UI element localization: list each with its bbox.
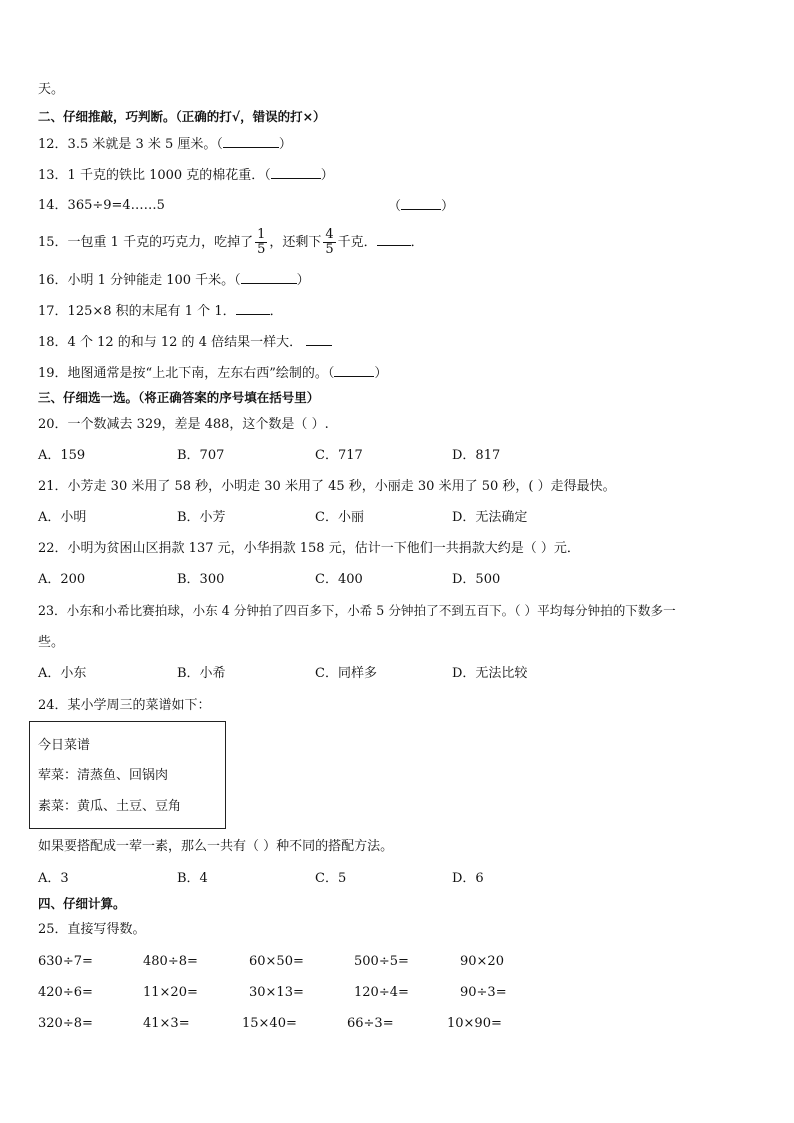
question-13 (38, 166, 334, 185)
fraction-one-fifth (255, 228, 267, 257)
fraction-four-fifths (323, 228, 335, 257)
question-13-close: ） (320, 168, 334, 183)
question-12-close: ） (278, 137, 292, 152)
question-14-text: 14．365÷9=4……5 (38, 198, 165, 213)
question-13-text: 13．1 千克的铁比 1000 克的棉花重．（ (38, 168, 271, 183)
option-22-c[interactable]: C．400 (315, 572, 363, 587)
question-15-text-c: 千克． (337, 235, 377, 250)
question-16 (38, 271, 310, 290)
option-24-b[interactable]: B．4 (177, 871, 208, 886)
fraction-1-numerator: 1 (257, 227, 266, 242)
calc-r2-c4: 120÷4= (354, 985, 409, 1000)
question-22: 22．小明为贫困山区捐款 137 元，小华捐款 158 元，估计一下他们一共捐款大约是（ ）元． (38, 541, 580, 556)
question-16-close: ） (296, 273, 310, 288)
question-14-open: （ (388, 199, 402, 214)
question-12 (38, 135, 292, 154)
option-20-c[interactable]: C．717 (315, 448, 363, 463)
calc-r3-c2: 41×3= (143, 1016, 190, 1031)
option-20-a[interactable]: A．159 (38, 448, 86, 463)
option-21-a[interactable]: A．小明 (38, 510, 87, 525)
calc-r3-c3: 15×40= (242, 1016, 297, 1031)
question-14 (38, 197, 165, 215)
calc-r3-c5: 10×90= (447, 1016, 502, 1031)
question-19 (38, 364, 387, 383)
question-15-text-b: ，还剩下 (269, 235, 322, 250)
top-fragment: 天。 (38, 82, 65, 97)
option-23-d[interactable]: D．无法比较 (452, 666, 528, 681)
answer-blank-16[interactable] (241, 271, 297, 284)
answer-blank-15[interactable] (377, 233, 411, 246)
question-14-answer (388, 197, 454, 216)
question-17-end: ． (269, 304, 283, 319)
option-22-a[interactable]: A．200 (38, 572, 86, 587)
menu-vegetable-dishes: 素菜：黄瓜、土豆、豆角 (38, 799, 182, 814)
calc-r1-c5: 90×20 (460, 954, 504, 969)
calc-r1-c4: 500÷5= (354, 954, 409, 969)
option-22-b[interactable]: B．300 (177, 572, 225, 587)
question-12-text: 12．3.5 米就是 3 米 5 厘米。（ (38, 137, 223, 152)
answer-blank-17[interactable] (236, 302, 270, 315)
section-3-title: 三、仔细选一选。（将正确答案的序号填在括号里） (38, 390, 320, 405)
question-20: 20．一个数减去 329，差是 488，这个数是（ ）. (38, 417, 329, 432)
question-23-line-2: 些。 (38, 635, 65, 650)
answer-blank-19[interactable] (334, 364, 374, 377)
section-2-title: 二、仔细推敲，巧判断。（正确的打√，错误的打×） (38, 109, 326, 124)
section-4-title: 四、仔细计算。 (38, 896, 126, 911)
option-21-c[interactable]: C．小丽 (315, 510, 364, 525)
question-23-line-1: 23．小东和小希比赛拍球，小东 4 分钟拍了四百多下，小希 5 分钟拍了不到五百下。（ ）平均每分钟拍的下数多一 (38, 603, 676, 618)
question-24-ask: 如果要搭配成一荤一素，那么一共有（ ）种不同的搭配方法。 (38, 839, 394, 854)
option-21-b[interactable]: B．小芳 (177, 510, 226, 525)
question-15 (38, 228, 424, 258)
fraction-2-numerator: 4 (325, 227, 334, 242)
question-24: 24．某小学周三的菜谱如下： (38, 698, 211, 713)
option-22-d[interactable]: D．500 (452, 572, 501, 587)
menu-box (29, 721, 226, 829)
answer-blank-12[interactable] (223, 135, 279, 148)
question-17-text: 17．125×8 积的末尾有 1 个 1． (38, 304, 236, 319)
option-24-c[interactable]: C．5 (315, 871, 347, 886)
calc-r1-c1: 630÷7= (38, 954, 93, 969)
fraction-2-denominator: 5 (325, 242, 334, 257)
option-24-d[interactable]: D．6 (452, 871, 484, 886)
question-15-text-a: 15．一包重 1 千克的巧克力，吃掉了 (38, 235, 254, 250)
calc-r1-c3: 60×50= (249, 954, 304, 969)
option-24-a[interactable]: A．3 (38, 871, 69, 886)
calc-r2-c2: 11×20= (143, 985, 198, 1000)
answer-blank-13[interactable] (271, 166, 321, 179)
option-21-d[interactable]: D．无法确定 (452, 510, 528, 525)
option-23-a[interactable]: A．小东 (38, 666, 87, 681)
question-18 (38, 333, 332, 352)
fraction-1-denominator: 5 (257, 242, 266, 257)
option-20-b[interactable]: B．707 (177, 448, 225, 463)
option-23-c[interactable]: C．同样多 (315, 666, 377, 681)
question-16-text: 16．小明 1 分钟能走 100 千米。（ (38, 273, 241, 288)
answer-blank-14[interactable] (401, 197, 441, 210)
question-19-close: ） (374, 366, 388, 381)
menu-meat-dishes: 荤菜：清蒸鱼、回锅肉 (38, 768, 169, 783)
question-15-end: ． (410, 235, 424, 250)
question-25: 25．直接写得数。 (38, 922, 146, 937)
calc-r2-c1: 420÷6= (38, 985, 93, 1000)
calc-r2-c3: 30×13= (249, 985, 304, 1000)
calc-r3-c4: 66÷3= (347, 1016, 394, 1031)
question-18-text: 18．4 个 12 的和与 12 的 4 倍结果一样大． (38, 335, 303, 350)
calc-r2-c5: 90÷3= (460, 985, 507, 1000)
option-23-b[interactable]: B．小希 (177, 666, 226, 681)
question-14-close: ） (441, 199, 455, 214)
question-21: 21．小芳走 30 米用了 58 秒，小明走 30 米用了 45 秒，小丽走 30 米用了 50 秒，( ）走得最快。 (38, 479, 616, 494)
menu-title: 今日菜谱 (38, 738, 91, 753)
calc-r3-c1: 320÷8= (38, 1016, 93, 1031)
question-19-text: 19．地图通常是按“上北下南，左东右西”绘制的。（ (38, 366, 335, 381)
question-17 (38, 302, 283, 321)
answer-blank-18[interactable] (306, 333, 332, 346)
option-20-d[interactable]: D．817 (452, 448, 501, 463)
calc-r1-c2: 480÷8= (143, 954, 198, 969)
